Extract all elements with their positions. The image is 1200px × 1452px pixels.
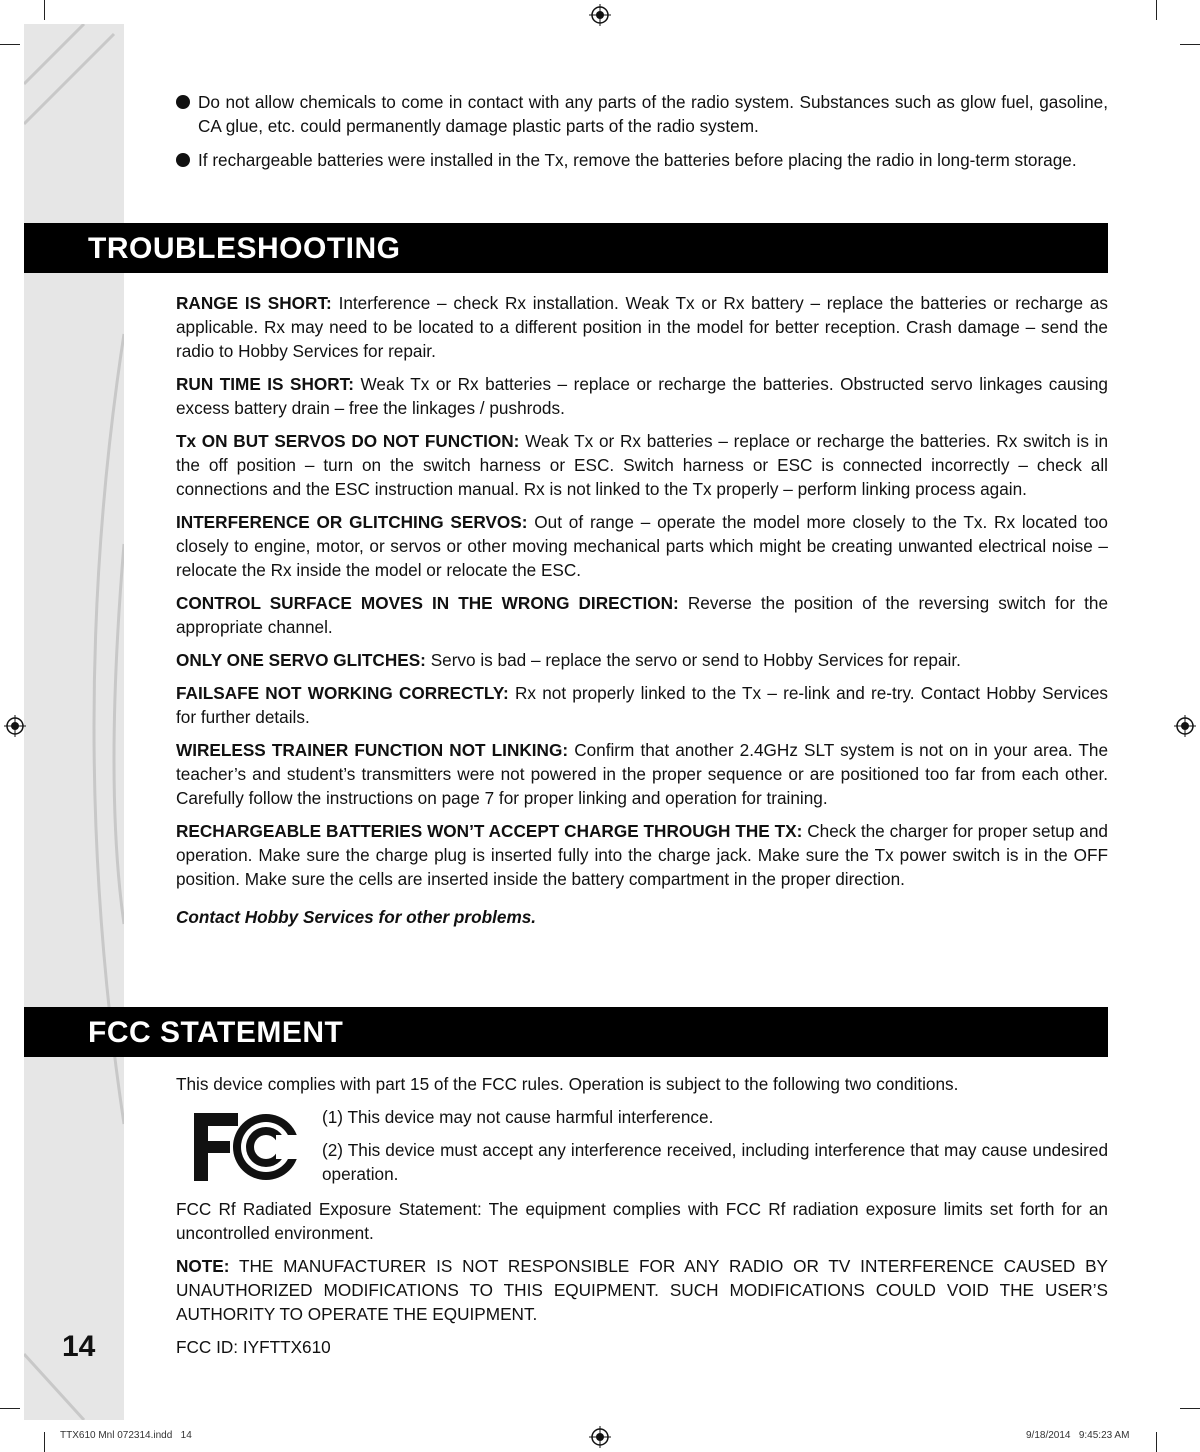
fcc-header <box>24 1007 1108 1057</box>
trouble-heading: RUN TIME IS SHORT: <box>176 374 354 394</box>
trouble-heading: INTERFERENCE OR GLITCHING SERVOS: <box>176 512 528 532</box>
trouble-text: Rx not properly linked to the Tx – re-link and re-try. Contact Hobby Services for further details. <box>176 683 1109 727</box>
trouble-text: Weak Tx or Rx batteries – replace or recharge the batteries. Rx switch is in the off position – turn on the switch harness or ESC. Switch harness or ESC is connected incorrectly – check all connections and the ESC instruction manual. Rx is not linked to the Tx properly – perform linking process again. <box>176 431 1109 499</box>
crop-mark <box>0 44 20 45</box>
registration-mark-icon <box>589 1426 611 1448</box>
trouble-item <box>176 429 1108 501</box>
trouble-heading: WIRELESS TRAINER FUNCTION NOT LINKING: <box>176 740 569 760</box>
bullet-item <box>176 90 1108 138</box>
trouble-text: Servo is bad – replace the servo or send to Hobby Services for repair. <box>430 650 961 670</box>
crop-mark <box>1180 1408 1200 1409</box>
trouble-item <box>176 372 1108 420</box>
fcc-conditions <box>322 1105 1108 1195</box>
fcc-note-text: THE MANUFACTURER IS NOT RESPONSIBLE FOR ANY RADIO OR TV INTERFERENCE CAUSED BY UNAUTHORIZED MODIFICATIONS TO THIS EQUIPMENT. SUCH MODIFICATIONS COULD VOID THE USER’S AUTHORITY TO OPERATE THE EQUIPMENT. <box>176 1256 1108 1324</box>
fcc-note <box>176 1254 1108 1326</box>
section-title: FCC STATEMENT <box>88 1016 344 1049</box>
fcc-condition-2: (2) This device must accept any interference received, including interference that may cause undesired operation. <box>322 1140 1108 1184</box>
trouble-item <box>176 291 1108 363</box>
fcc-rf-statement: FCC Rf Radiated Exposure Statement: The equipment complies with FCC Rf radiation exposure limits set forth for an uncontrolled environment. <box>176 1199 1108 1243</box>
trouble-heading: CONTROL SURFACE MOVES IN THE WRONG DIRECTION: <box>176 593 679 613</box>
crop-mark <box>44 1432 45 1452</box>
troubleshooting-list <box>176 291 1108 938</box>
bullet-text: Do not allow chemicals to come in contact with any parts of the radio system. Substances such as glow fuel, gasoline, CA glue, etc. could permanently damage plastic parts of the radio system. <box>198 92 1108 136</box>
trouble-item <box>176 681 1108 729</box>
print-slug-file: TTX610 Mnl 072314.indd 14 <box>60 1430 192 1441</box>
trouble-heading: FAILSAFE NOT WORKING CORRECTLY: <box>176 683 509 703</box>
trouble-item <box>176 648 1108 672</box>
trouble-text: Interference – check Rx installation. Weak Tx or Rx battery – replace the batteries or recharge as applicable. Rx may need to be located to a different position in the model for better reception. Crash damage – send the radio to Hobby Services for repair. <box>176 293 1108 361</box>
trouble-text: Weak Tx or Rx batteries – replace or recharge the batteries. Obstructed servo linkages causing excess battery drain – free the linkages / pushrods. <box>176 374 1108 418</box>
trouble-text: Confirm that another 2.4GHz SLT system is not on in your area. The teacher’s and student’s transmitters were not powered in the proper sequence or are positioned too far from each other. Carefully follow the instructions on page 7 for proper linking and operation for training. <box>176 740 1109 808</box>
crop-mark <box>0 1408 20 1409</box>
registration-mark-icon <box>4 715 26 737</box>
bullet-dot-icon <box>176 153 190 167</box>
fcc-logo-icon <box>194 1111 300 1183</box>
bullet-text: If rechargeable batteries were installed in the Tx, remove the batteries before placing the radio in long-term storage. <box>198 150 1077 170</box>
care-bullets <box>176 90 1108 182</box>
trouble-heading: RECHARGEABLE BATTERIES WON’T ACCEPT CHARGE THROUGH THE TX: <box>176 821 803 841</box>
trouble-heading: ONLY ONE SERVO GLITCHES: <box>176 650 426 670</box>
fcc-condition-1: (1) This device may not cause harmful interference. <box>322 1107 714 1127</box>
fcc-note-label: NOTE: <box>176 1256 230 1276</box>
trouble-text: Check the charger for proper setup and operation. Make sure the charge plug is inserted fully into the charge jack. Make sure the Tx power switch is in the OFF position. Make sure the cells are inserted inside the battery compartment in the proper direction. <box>176 821 1108 889</box>
bullet-dot-icon <box>176 95 190 109</box>
crop-mark <box>1156 0 1157 20</box>
print-slug-date: 9/18/2014 9:45:23 AM <box>1026 1430 1130 1441</box>
registration-mark-icon <box>1174 715 1196 737</box>
trouble-item <box>176 510 1108 582</box>
trouble-item <box>176 819 1108 891</box>
crop-mark <box>44 0 45 20</box>
trouble-heading: RANGE IS SHORT: <box>176 293 332 313</box>
trouble-item <box>176 738 1108 810</box>
trouble-text: Reverse the position of the reversing switch for the appropriate channel. <box>176 593 1108 637</box>
fcc-conditions-row <box>176 1105 1108 1191</box>
trouble-heading: Tx ON BUT SERVOS DO NOT FUNCTION: <box>176 431 520 451</box>
troubleshooting-header <box>24 223 1108 273</box>
contact-note: Contact Hobby Services for other problems. <box>176 907 537 927</box>
section-title: TROUBLESHOOTING <box>88 232 401 265</box>
trouble-item <box>176 591 1108 639</box>
fcc-id: FCC ID: IYFTTX610 <box>176 1337 331 1357</box>
page-number: 14 <box>62 1330 96 1363</box>
registration-mark-icon <box>589 4 611 26</box>
fcc-statement <box>176 1072 1108 1368</box>
bullet-item <box>176 148 1108 172</box>
trouble-text: Out of range – operate the model more closely to the Tx. Rx located too closely to engine, motor, or servos or other moving mechanical parts which might be creating unwanted electrical noise – relocate the Rx inside the model or relocate the ESC. <box>176 512 1108 580</box>
crop-mark <box>1156 1432 1157 1452</box>
crop-mark <box>1180 44 1200 45</box>
fcc-intro: This device complies with part 15 of the FCC rules. Operation is subject to the following two conditions. <box>176 1074 959 1094</box>
